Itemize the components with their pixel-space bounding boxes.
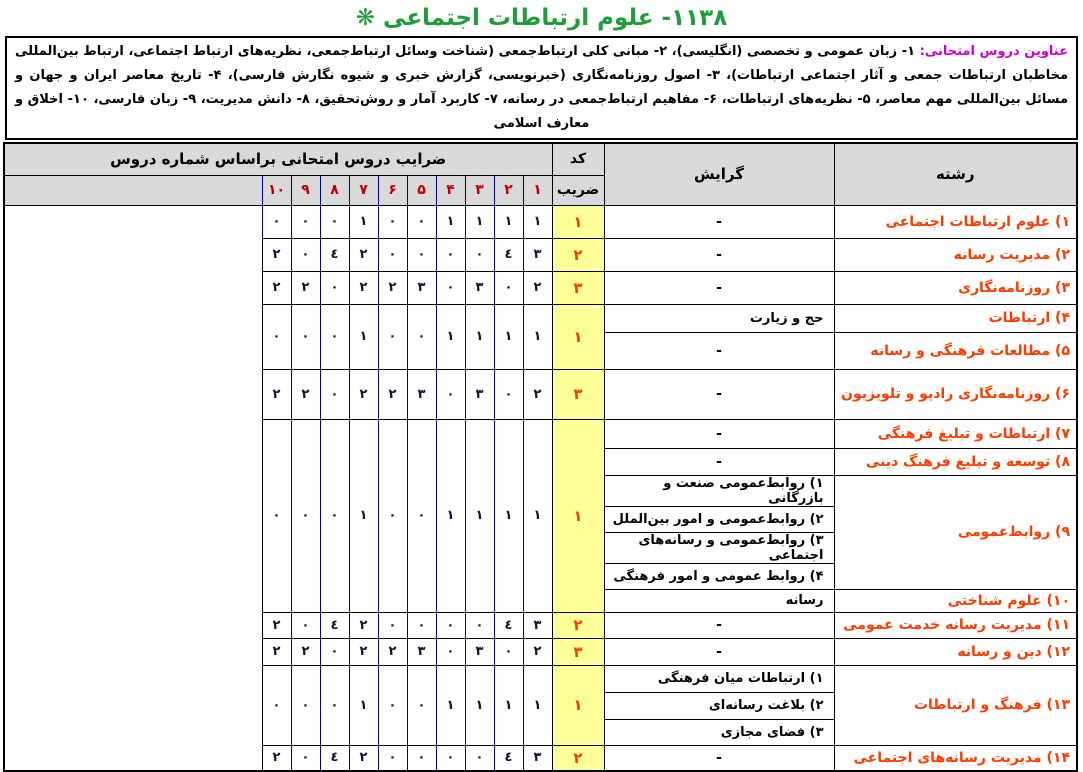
coeff-value-cell: ۲ — [349, 745, 378, 771]
coeff-value-cell: ۰ — [320, 304, 349, 369]
coeff-value-cell: ٤ — [494, 745, 523, 771]
coeff-code-cell: ۱ — [552, 304, 604, 369]
coeff-value-cell: ۲ — [378, 271, 407, 304]
coeff-value-cell: ۰ — [378, 238, 407, 271]
coeff-value-cell: ۰ — [494, 271, 523, 304]
coeff-value-cell: ۳ — [407, 271, 436, 304]
coeff-value-cell: ۱ — [494, 419, 523, 612]
code-header-top: کد — [552, 143, 604, 175]
course-number-header: ۱۰ — [262, 175, 291, 205]
orientation-cell: - — [604, 745, 834, 771]
coeff-code-cell: ۲ — [552, 612, 604, 638]
course-number-header: ۳ — [465, 175, 494, 205]
coeff-value-cell: ۳ — [407, 369, 436, 419]
field-cell: ۱) علوم ارتباطات اجتماعی — [834, 205, 1077, 238]
coeff-value-cell: ۰ — [436, 369, 465, 419]
coefficients-title-header: ضرایب دروس امتحانی براساس شماره دروس — [4, 143, 552, 175]
coeff-code-cell: ۱ — [552, 419, 604, 612]
coeff-value-cell: ۱ — [465, 665, 494, 745]
orientation-cell: - — [604, 638, 834, 665]
coeff-value-cell: ۱ — [349, 665, 378, 745]
orientation-column-header: گرایش — [604, 143, 834, 205]
coeff-value-cell: ۲ — [523, 369, 552, 419]
course-number-header: ۸ — [320, 175, 349, 205]
coeff-code-cell: ۳ — [552, 638, 604, 665]
coeff-value-cell: ٤ — [494, 238, 523, 271]
coeff-value-cell: ۲ — [523, 638, 552, 665]
coeff-value-cell: ۲ — [349, 369, 378, 419]
coeff-value-cell: ۱ — [436, 665, 465, 745]
course-number-header: ۶ — [378, 175, 407, 205]
field-cell: ۳) روزنامه‌نگاری — [834, 271, 1077, 304]
coeff-value-cell: ۱ — [349, 419, 378, 612]
coeff-value-cell: ۰ — [262, 665, 291, 745]
coeff-value-cell: ۲ — [262, 612, 291, 638]
coeff-value-cell: ۰ — [378, 419, 407, 612]
coeff-value-cell: ۰ — [436, 612, 465, 638]
coeff-value-cell: ۲ — [291, 638, 320, 665]
field-cell: ۱۱) مدیریت رسانه خدمت عمومی — [834, 612, 1077, 638]
coeff-value-cell: ۰ — [291, 205, 320, 238]
coeff-value-cell: ۰ — [407, 304, 436, 369]
coeff-value-cell: ۱ — [494, 304, 523, 369]
field-cell: ۹) روابط‌عمومی — [834, 475, 1077, 589]
coeff-value-cell: ۲ — [262, 238, 291, 271]
coeff-value-cell: ۰ — [320, 205, 349, 238]
coeff-value-cell: ۲ — [291, 271, 320, 304]
coeff-value-cell: ۰ — [291, 665, 320, 745]
coeff-code-cell: ۲ — [552, 745, 604, 771]
coeff-value-cell: ۱ — [523, 304, 552, 369]
coeff-value-cell: ٤ — [494, 612, 523, 638]
coeff-value-cell: ۰ — [465, 745, 494, 771]
header-filler-cell — [4, 175, 262, 205]
coeff-value-cell: ۱ — [494, 205, 523, 238]
course-number-header: ۷ — [349, 175, 378, 205]
orientation-cell: - — [604, 448, 834, 475]
coeff-value-cell: ۰ — [494, 638, 523, 665]
table-body — [4, 205, 1077, 771]
orientation-cell: - — [604, 238, 834, 271]
coeff-value-cell: ۲ — [262, 369, 291, 419]
coeff-value-cell: ٤ — [320, 238, 349, 271]
coeff-value-cell: ۲ — [349, 638, 378, 665]
coeff-value-cell: ۰ — [407, 238, 436, 271]
coeff-value-cell: ۱ — [523, 665, 552, 745]
coeff-value-cell: ۰ — [378, 745, 407, 771]
field-cell: ۴) ارتباطات — [834, 304, 1077, 332]
coeff-value-cell: ۲ — [349, 271, 378, 304]
header-row-1 — [4, 143, 1077, 175]
coeff-value-cell: ۰ — [378, 205, 407, 238]
orientation-cell: حج و زیارت — [604, 304, 834, 332]
coeff-value-cell: ۰ — [291, 745, 320, 771]
coeff-code-cell: ۳ — [552, 271, 604, 304]
coeff-value-cell: ۲ — [349, 238, 378, 271]
coeff-value-cell: ۳ — [465, 271, 494, 304]
orientation-cell: ۱) روابط‌عمومی صنعت و بازرگانی — [604, 475, 834, 506]
field-cell: ۱۲) دین و رسانه — [834, 638, 1077, 665]
coeff-value-cell: ٤ — [320, 745, 349, 771]
coeff-value-cell: ۰ — [407, 419, 436, 612]
coeff-value-cell: ۳ — [523, 238, 552, 271]
field-cell: ۶) روزنامه‌نگاری رادیو و تلویزیون — [834, 369, 1077, 419]
orientation-cell: - — [604, 205, 834, 238]
coeff-code-cell: ۳ — [552, 369, 604, 419]
coeff-value-cell: ۰ — [436, 745, 465, 771]
coeff-value-cell: ۰ — [465, 612, 494, 638]
coeff-value-cell: ۰ — [291, 304, 320, 369]
coeff-value-cell: ۲ — [378, 369, 407, 419]
orientation-cell: - — [604, 271, 834, 304]
coeff-value-cell: ۱ — [465, 304, 494, 369]
coeff-value-cell: ۰ — [494, 369, 523, 419]
coeff-value-cell: ۱ — [465, 205, 494, 238]
empty-left-cell — [4, 205, 262, 771]
coeff-value-cell: ۱ — [349, 205, 378, 238]
orientation-cell: - — [604, 369, 834, 419]
coeff-value-cell: ۰ — [320, 369, 349, 419]
coeff-value-cell: ۲ — [291, 369, 320, 419]
coeff-value-cell: ۰ — [320, 419, 349, 612]
coeff-value-cell: ۰ — [465, 238, 494, 271]
coeff-value-cell: ٤ — [320, 612, 349, 638]
orientation-cell: - — [604, 612, 834, 638]
coeff-value-cell: ۰ — [262, 304, 291, 369]
orientation-cell: رسانه — [604, 589, 834, 612]
coeff-value-cell: ۰ — [436, 238, 465, 271]
orientation-cell: ۴) روابط عمومی و امور فرهنگی — [604, 563, 834, 589]
table-row — [4, 205, 1077, 238]
orientation-cell: ۲) بلاغت رسانه‌ای — [604, 692, 834, 719]
coeff-value-cell: ۲ — [262, 745, 291, 771]
coeff-code-cell: ۱ — [552, 665, 604, 745]
coeff-value-cell: ۱ — [436, 304, 465, 369]
intro-text: ۱- زبان عمومی و تخصصی (انگلیسی)، ۲- مبانی کلی ارتباط‌جمعی (شناخت وسائل ارتباط‌جمعی، نظریه‌های ارتباط اجتماعی، ارتباط بین‌المللی مخاطبان ارتباطات جمعی و آثار اجتماعی ارتباطات)، ۳- اصول روزنامه‌نگاری (خبرنویسی، گزارش خبری و شیوه نگارش فارسی)، ۴- تاریخ معاصر ایران و جهان و مسائل بین‌المللی مهم معاصر، ۵- نظریه‌های ارتباطات، ۶- مفاهیم ارتباط‌جمعی در رسانه، ۷- کاربرد آمار و روش‌تحقیق، ۸- دانش مدیریت، ۹- زبان فارسی، ۱۰- اخلاق و معارف اسلامی — [15, 44, 1068, 131]
orientation-cell: - — [604, 332, 834, 369]
orientation-cell: ۲) روابط‌عمومی و امور بین‌الملل — [604, 506, 834, 532]
coeff-value-cell: ۰ — [378, 612, 407, 638]
coeff-value-cell: ۲ — [523, 271, 552, 304]
course-number-header: ۴ — [436, 175, 465, 205]
coeff-value-cell: ۳ — [523, 745, 552, 771]
coeff-value-cell: ۰ — [407, 612, 436, 638]
coeff-value-cell: ۰ — [378, 665, 407, 745]
coeff-value-cell: ۲ — [349, 612, 378, 638]
intro-label: عناوین دروس امتحانی: — [919, 44, 1068, 59]
coeff-value-cell: ۰ — [262, 205, 291, 238]
coeff-value-cell: ۲ — [262, 271, 291, 304]
coeff-value-cell: ۱ — [523, 205, 552, 238]
course-number-header: ۱ — [523, 175, 552, 205]
coeff-value-cell: ۲ — [378, 638, 407, 665]
coeff-value-cell: ۱ — [436, 205, 465, 238]
coefficients-table — [3, 142, 1078, 772]
coeff-value-cell: ۱ — [349, 304, 378, 369]
orientation-cell: ۱) ارتباطات میان فرهنگی — [604, 665, 834, 692]
page-title: ۱۱۳۸- علوم ارتباطات اجتماعی ❋ — [355, 5, 728, 31]
coeff-value-cell: ۱ — [523, 419, 552, 612]
coeff-value-cell: ۰ — [378, 304, 407, 369]
coeff-value-cell: ۳ — [523, 612, 552, 638]
coeff-value-cell: ۰ — [320, 665, 349, 745]
field-cell: ۲) مدیریت رسانه — [834, 238, 1077, 271]
coeff-value-cell: ۰ — [291, 612, 320, 638]
coeff-value-cell: ۰ — [407, 665, 436, 745]
coeff-value-cell: ۳ — [465, 369, 494, 419]
field-cell: ۱۰) علوم شناختی — [834, 589, 1077, 612]
course-number-header: ۵ — [407, 175, 436, 205]
orientation-cell: ۳) فضای مجازی — [604, 719, 834, 745]
coeff-code-cell: ۱ — [552, 205, 604, 238]
coeff-value-cell: ۰ — [407, 205, 436, 238]
field-cell: ۸) توسعه و تبلیغ فرهنگ دینی — [834, 448, 1077, 475]
coeff-value-cell: ۱ — [494, 665, 523, 745]
coeff-value-cell: ۰ — [320, 638, 349, 665]
coeff-value-cell: ۰ — [436, 638, 465, 665]
orientation-cell: ۳) روابط‌عمومی و رسانه‌های اجتماعی — [604, 532, 834, 563]
field-column-header: رشته — [834, 143, 1077, 205]
table-header — [4, 143, 1077, 205]
coeff-value-cell: ۱ — [436, 419, 465, 612]
coeff-value-cell: ۰ — [436, 271, 465, 304]
coeff-value-cell: ۱ — [465, 419, 494, 612]
coeff-value-cell: ۳ — [465, 638, 494, 665]
coeff-value-cell: ۰ — [262, 419, 291, 612]
coeff-value-cell: ۲ — [262, 638, 291, 665]
coeff-value-cell: ۰ — [320, 271, 349, 304]
exam-subjects-intro — [5, 36, 1078, 140]
field-cell: ۱۳) فرهنگ و ارتباطات — [834, 665, 1077, 745]
orientation-cell: - — [604, 419, 834, 448]
field-cell: ۱۴) مدیریت رسانه‌های اجتماعی — [834, 745, 1077, 771]
field-cell: ۷) ارتباطات و تبلیغ فرهنگی — [834, 419, 1077, 448]
course-number-header: ۲ — [494, 175, 523, 205]
coeff-value-cell: ۰ — [291, 419, 320, 612]
code-header-bottom: ضریب — [552, 175, 604, 205]
course-number-header: ۹ — [291, 175, 320, 205]
coeff-value-cell: ۳ — [407, 638, 436, 665]
coeff-code-cell: ۲ — [552, 238, 604, 271]
coeff-value-cell: ۰ — [407, 745, 436, 771]
field-cell: ۵) مطالعات فرهنگی و رسانه — [834, 332, 1077, 369]
coeff-value-cell: ۰ — [291, 238, 320, 271]
